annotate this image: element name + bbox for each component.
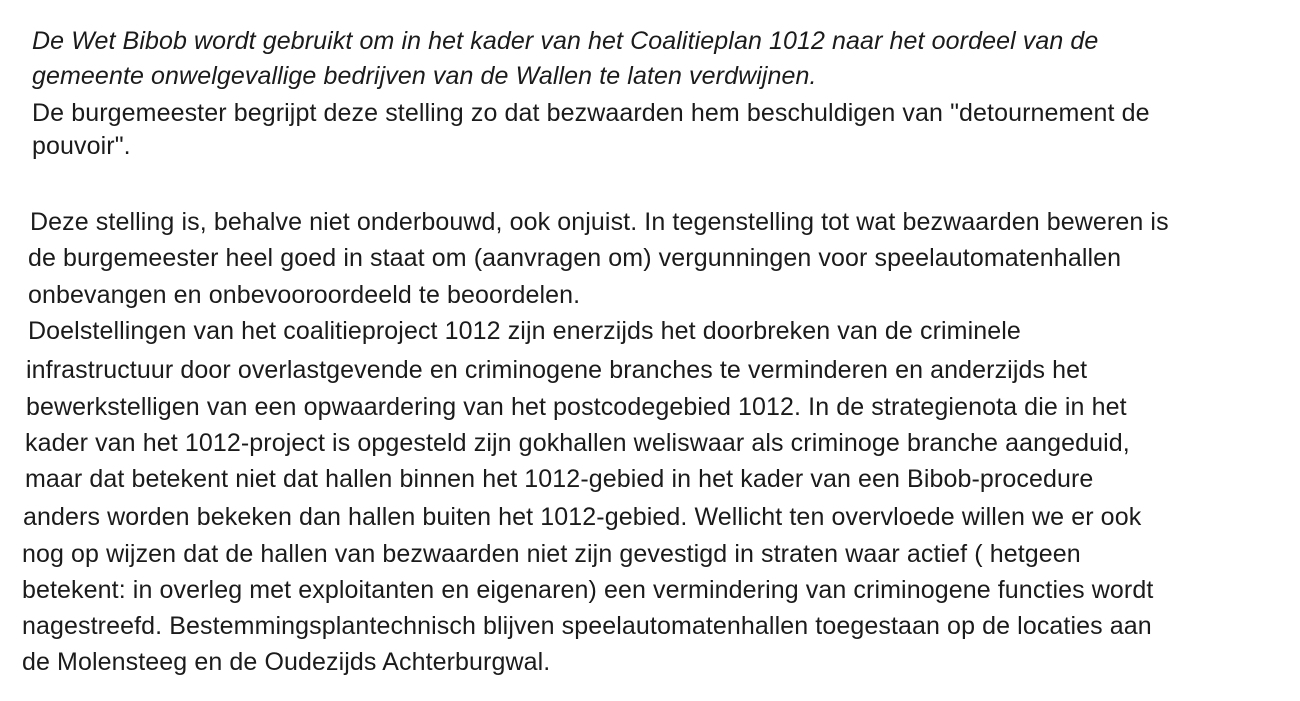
objectives-line-2: infrastructuur door overlastgevende en criminogene branches te verminderen en anderzijds het (26, 356, 1088, 384)
objectives-line-6: anders worden bekeken dan hallen buiten het 1012-gebied. Wellicht ten overvloede willen we er ook (23, 503, 1142, 531)
objectives-line-7: nog op wijzen dat de hallen van bezwaarden niet zijn gevestigd in straten waar actief ( hetgeen (22, 540, 1081, 568)
objectives-line-5: maar dat betekent niet dat hallen binnen het 1012-gebied in het kader van een Bibob-procedure (25, 465, 1094, 493)
objectives-line-3: bewerkstelligen van een opwaardering van het postcodegebied 1012. In de strategienota die in het (26, 393, 1127, 421)
statement-line-1: De Wet Bibob wordt gebruikt om in het kader van het Coalitieplan 1012 naar het oordeel van de (32, 27, 1099, 55)
interpretation-line-2: pouvoir". (32, 132, 131, 160)
objectives-line-10: de Molensteeg en de Oudezijds Achterburgwal. (22, 648, 551, 676)
objectives-line-8: betekent: in overleg met exploitanten en eigenaren) een vermindering van criminogene functies wordt (22, 576, 1154, 604)
response-line-3: onbevangen en onbevooroordeeld te beoordelen. (28, 281, 581, 309)
response-line-1: Deze stelling is, behalve niet onderbouwd, ook onjuist. In tegenstelling tot wat bezwaarden beweren is (30, 208, 1169, 236)
response-line-2: de burgemeester heel goed in staat om (aanvragen om) vergunningen voor speelautomatenhallen (28, 244, 1122, 272)
objectives-line-4: kader van het 1012-project is opgesteld zijn gokhallen weliswaar als criminoge branche aangeduid, (25, 429, 1130, 457)
statement-line-2: gemeente onwelgevallige bedrijven van de Wallen te laten verdwijnen. (32, 62, 817, 90)
interpretation-line-1: De burgemeester begrijpt deze stelling zo dat bezwaarden hem beschuldigen van "detournement de (32, 99, 1150, 127)
objectives-line-9: nagestreefd. Bestemmingsplantechnisch blijven speelautomatenhallen toegestaan op de locaties aan (22, 612, 1152, 640)
objectives-line-1: Doelstellingen van het coalitieproject 1012 zijn enerzijds het doorbreken van de criminele (28, 317, 1021, 345)
